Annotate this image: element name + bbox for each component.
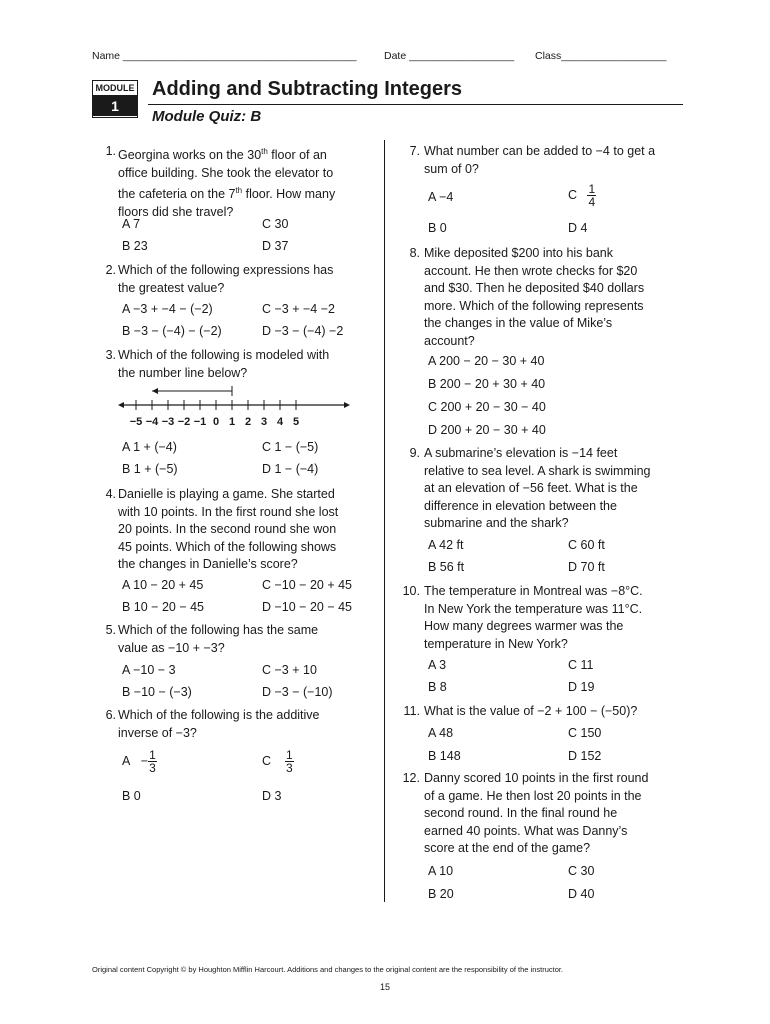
question-number: 5. [105,623,116,637]
question-3 [94,347,379,383]
column-divider [384,140,385,902]
option-c: C −10 − 20 + 45 [262,578,353,592]
number-line-figure [118,383,350,431]
option-c: C −3 + 10 [262,663,317,677]
question-number: 4. [105,487,116,501]
option-c: C 30 [568,864,595,878]
module-label: MODULE [93,81,137,96]
number-line-left-arrow [118,402,124,408]
option-a: A −10 − 3 [122,663,176,677]
option-b: B 0 [428,221,447,235]
question-5 [94,622,379,658]
option-a: A 10 [428,864,454,878]
question-text: Mike deposited $200 into his bank account. He then wrote checks for $20 and $30. Then he deposited $40 dollars more. Which of the following represents the changes in the value of Mike’s account? [424,246,645,348]
option-a: A 42 ft [428,538,464,552]
option-b: B 200 − 20 + 30 + 40 [428,377,546,391]
question-7 [398,143,688,179]
name-field-label: Name ________________________________________ [92,50,357,62]
number-line-tick-label: −4 [145,416,159,428]
option-b: B −3 − (−4) − (−2) [122,324,222,338]
number-line-tick-label: 4 [276,416,284,428]
page-number: 15 [379,982,390,992]
number-line-tick-label: 2 [244,416,252,428]
option-a: A −4 [428,190,454,204]
question-number: 6. [105,708,116,722]
option-a: A 10 − 20 + 45 [122,578,204,592]
question-number: 7. [409,144,420,158]
option-c: C 11 [568,658,594,672]
option-a: A 200 − 20 − 30 + 40 [428,354,545,368]
question-9 [398,445,688,535]
question-text: What is the value of −2 + 100 − (−50)? [424,704,638,718]
question-number: 2. [105,263,116,277]
option-d: D 40 [568,887,595,901]
number-line-tick-label: 3 [260,416,268,428]
option-c: C 60 ft [568,538,605,552]
question-text: Which of the following has the same value as −10 + −3? [118,623,319,655]
option-c: C 200 + 20 − 30 − 40 [428,400,546,414]
option-b: B 0 [122,789,141,803]
question-number: 3. [105,348,116,362]
option-b: B 23 [122,239,148,253]
question-text: What number can be added to −4 to get a sum of 0? [424,144,656,176]
class-field-label: Class__________________ [535,50,667,62]
option-d: D 200 + 20 − 30 + 40 [428,423,546,437]
option-a: A 1 + (−4) [122,440,177,454]
number-line-tick-label: −2 [177,416,191,428]
option-b: B 10 − 20 − 45 [122,600,205,614]
option-b: B 1 + (−5) [122,462,178,476]
option-a: A 48 [428,726,454,740]
option-d: D −3 − (−4) −2 [262,324,344,338]
option-a: A 7 [122,217,141,231]
copyright-footer: Original content Copyright © by Houghton Mifflin Harcourt. Additions and changes to the original content are the responsibility of the instructor. [92,965,564,974]
question-12 [398,770,688,860]
question-number: 12. [402,771,420,785]
question-number: 10. [402,584,420,598]
option-d: D 152 [568,749,602,763]
question-10 [398,583,688,655]
title-divider [148,104,683,105]
question-2 [94,262,379,298]
number-line-tick-label: −5 [129,416,143,428]
option-c: C 150 [568,726,602,740]
option-d: D −10 − 20 − 45 [262,600,353,614]
option-b: B 20 [428,887,454,901]
option-d: D 37 [262,239,289,253]
option-d: D 3 [262,789,282,803]
option-c: C 1 − (−5) [262,440,319,454]
option-b: B 148 [428,749,461,763]
question-4 [94,486,379,576]
module-badge [92,80,138,118]
date-field-label: Date __________________ [384,50,515,62]
option-c: C −3 + −4 −2 [262,302,335,316]
fraction: $\frac{1}{3}$ [149,748,156,775]
option-d: D 70 ft [568,560,605,574]
number-line-arrow-head [152,388,158,394]
option-d: D −3 − (−10) [262,685,333,699]
number-line-tick-label: 5 [292,416,300,428]
question-text: The temperature in Montreal was −8°C. In New York the temperature was 11°C. How many degrees warmer was the temperature in New York? [424,584,643,651]
question-number: 11. [403,704,420,718]
question-text: Georgina works on the 30th floor of an office building. She took the elevator to the cafeteria on the 7th floor. How many floors did she travel? [118,147,336,219]
page-title: Adding and Subtracting Integers [152,78,463,100]
question-8 [398,245,688,351]
fraction: $\frac{1}{4}$ [588,182,596,209]
number-line-tick-label: −3 [161,416,175,428]
option-b: B −10 − (−3) [122,685,192,699]
option-c: C $\frac{1}{3}$ [262,748,293,775]
option-c: C 30 [262,217,289,231]
number-line-right-arrow [344,402,350,408]
question-text: Danny scored 10 points in the first round of a game. He then lost 20 points in the second round. In the final round he earned 40 points. What was Danny’s score at the end of the game? [424,771,649,855]
question-text: A submarine’s elevation is −14 feet relative to sea level. A shark is swimming at an elevation of −56 feet. What is the difference in elevation between the submarine and the shark? [424,446,651,530]
question-number: 1. [105,144,116,158]
question-number: 9. [409,446,420,460]
question-text: Danielle is playing a game. She started with 10 points. In the first round she lost 20 points. In the second round she won 45 points. Which of the following shows the changes in Danielle’s score? [118,487,339,571]
module-number: 1 [93,96,137,116]
option-a: A −3 + −4 − (−2) [122,302,213,316]
question-11 [398,703,688,721]
number-line-tick-label: 1 [228,416,236,428]
option-a: A 3 [428,658,447,672]
page-subtitle: Module Quiz: B [152,108,262,125]
question-6 [94,707,379,743]
fraction: $\frac{1}{3}$ [285,748,293,775]
question-text: Which of the following is the additive inverse of −3? [118,708,320,740]
option-c: C $\frac{1}{4}$ [568,182,596,209]
question-text: Which of the following is modeled with the number line below? [118,348,330,380]
question-text: Which of the following expressions has the greatest value? [118,263,334,295]
option-d: D 19 [568,680,595,694]
option-b: B 8 [428,680,447,694]
option-a: A − $\frac{1}{3}$ [122,748,156,775]
number-line-tick-label: 0 [212,416,220,428]
option-d: D 1 − (−4) [262,462,319,476]
option-d: D 4 [568,221,588,235]
student-info-header [92,50,682,66]
question-number: 8. [409,246,420,260]
option-b: B 56 ft [428,560,465,574]
number-line-tick-label: −1 [193,416,207,428]
